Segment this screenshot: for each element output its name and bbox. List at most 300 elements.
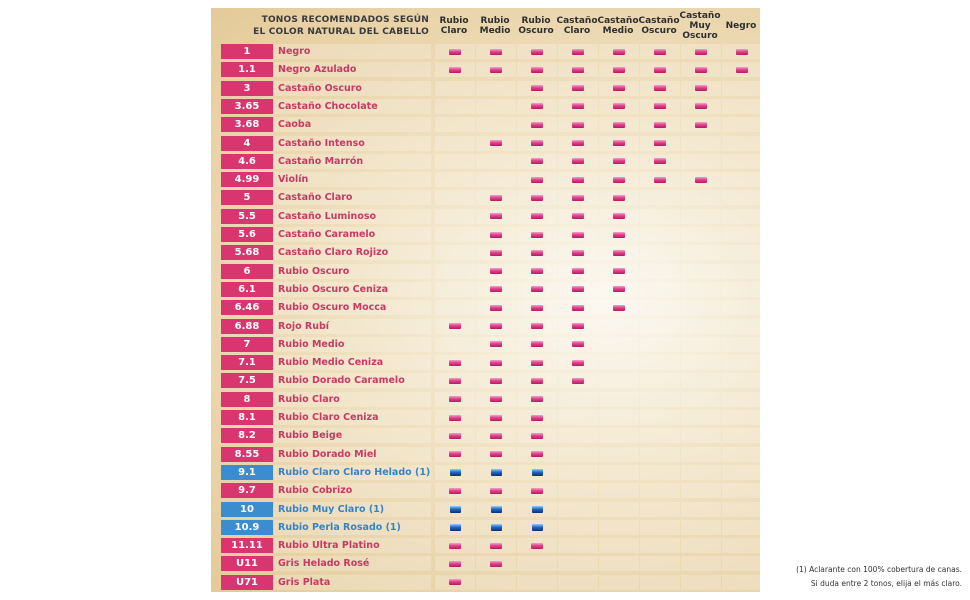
compatibility-cell	[722, 373, 762, 388]
blue-swatch-icon	[532, 506, 543, 513]
pink-swatch-icon	[449, 396, 461, 402]
column-header-line: Castaño	[556, 15, 598, 26]
pink-swatch-icon	[572, 49, 584, 55]
compatibility-cell	[476, 81, 516, 96]
compatibility-cell	[640, 520, 680, 535]
compatibility-cell	[722, 483, 762, 498]
shade-code: 7.5	[221, 373, 273, 388]
shade-name: Rubio Oscuro Ceniza	[274, 282, 431, 297]
compatibility-cell	[640, 337, 680, 352]
column-header-line: Castaño	[638, 15, 680, 26]
compatibility-cell	[517, 447, 557, 462]
compatibility-cell	[558, 44, 598, 59]
table-row	[211, 135, 760, 151]
pink-swatch-icon	[531, 268, 543, 274]
compatibility-cell	[640, 447, 680, 462]
blue-swatch-icon	[450, 506, 461, 513]
shade-name: Rubio Cobrizo	[274, 483, 431, 498]
pink-swatch-icon	[572, 286, 584, 292]
compatibility-cell	[722, 392, 762, 407]
pink-swatch-icon	[449, 67, 461, 73]
compatibility-cell	[640, 575, 680, 590]
compatibility-cell	[599, 300, 639, 315]
pink-swatch-icon	[572, 268, 584, 274]
compatibility-cell	[681, 428, 721, 443]
compatibility-cell	[558, 447, 598, 462]
compatibility-cell	[435, 81, 475, 96]
compatibility-cell	[558, 319, 598, 334]
pink-swatch-icon	[572, 305, 584, 311]
column-header-line: Negro	[725, 20, 757, 31]
compatibility-cell	[517, 373, 557, 388]
compatibility-cell	[435, 337, 475, 352]
compatibility-cell	[722, 465, 762, 480]
column-header-line: Rubio	[480, 15, 510, 26]
compatibility-cell	[599, 245, 639, 260]
compatibility-cell	[640, 264, 680, 279]
table-row	[211, 482, 760, 498]
pink-swatch-icon	[736, 67, 748, 73]
compatibility-cell	[435, 447, 475, 462]
compatibility-cell	[640, 319, 680, 334]
shade-code: 6.88	[221, 319, 273, 334]
shade-code: 7.1	[221, 355, 273, 370]
compatibility-cell	[640, 81, 680, 96]
pink-swatch-icon	[449, 433, 461, 439]
pink-swatch-icon	[531, 543, 543, 549]
shade-code: 6.46	[221, 300, 273, 315]
pink-swatch-icon	[531, 341, 543, 347]
compatibility-cell	[681, 355, 721, 370]
pink-swatch-icon	[531, 451, 543, 457]
shade-name: Rubio Beige	[274, 428, 431, 443]
compatibility-cell	[681, 447, 721, 462]
compatibility-cell	[722, 209, 762, 224]
compatibility-cell	[517, 392, 557, 407]
compatibility-cell	[640, 373, 680, 388]
pink-swatch-icon	[572, 67, 584, 73]
table-row	[211, 189, 760, 205]
table-row	[211, 80, 760, 96]
compatibility-cell	[435, 154, 475, 169]
compatibility-cell	[558, 502, 598, 517]
compatibility-cell	[599, 44, 639, 59]
compatibility-cell	[476, 99, 516, 114]
compatibility-cell	[517, 209, 557, 224]
pink-swatch-icon	[531, 67, 543, 73]
compatibility-cell	[722, 245, 762, 260]
compatibility-cell	[681, 520, 721, 535]
compatibility-cell	[517, 62, 557, 77]
compatibility-cell	[681, 154, 721, 169]
compatibility-cell	[476, 483, 516, 498]
column-header-line: Muy	[689, 20, 711, 31]
pink-swatch-icon	[613, 122, 625, 128]
shade-name: Rubio Dorado Caramelo	[274, 373, 431, 388]
pink-swatch-icon	[531, 140, 543, 146]
table-header	[211, 8, 760, 43]
pink-swatch-icon	[490, 323, 502, 329]
table-row	[211, 501, 760, 517]
pink-swatch-icon	[531, 122, 543, 128]
compatibility-cell	[517, 245, 557, 260]
shade-code: 8.2	[221, 428, 273, 443]
pink-swatch-icon	[490, 49, 502, 55]
compatibility-cell	[681, 373, 721, 388]
pink-swatch-icon	[490, 360, 502, 366]
pink-swatch-icon	[490, 213, 502, 219]
compatibility-cell	[681, 483, 721, 498]
pink-swatch-icon	[654, 140, 666, 146]
pink-swatch-icon	[490, 286, 502, 292]
shade-code: 5.5	[221, 209, 273, 224]
compatibility-cell	[517, 282, 557, 297]
pink-swatch-icon	[613, 232, 625, 238]
compatibility-cell	[599, 373, 639, 388]
shade-name: Gris Helado Rosé	[274, 556, 431, 571]
compatibility-cell	[517, 117, 557, 132]
compatibility-cell	[517, 99, 557, 114]
pink-swatch-icon	[695, 103, 707, 109]
compatibility-cell	[599, 355, 639, 370]
table-row	[211, 98, 760, 114]
compatibility-cell	[722, 575, 762, 590]
pink-swatch-icon	[490, 67, 502, 73]
compatibility-cell	[476, 300, 516, 315]
compatibility-cell	[722, 62, 762, 77]
table-row	[211, 244, 760, 260]
compatibility-cell	[722, 172, 762, 187]
compatibility-cell	[640, 154, 680, 169]
shade-name: Castaño Oscuro	[274, 81, 431, 96]
shade-code: 10.9	[221, 520, 273, 535]
column-header	[475, 8, 515, 43]
pink-swatch-icon	[613, 67, 625, 73]
pink-swatch-icon	[531, 488, 543, 494]
compatibility-cell	[558, 373, 598, 388]
compatibility-cell	[640, 483, 680, 498]
compatibility-cell	[435, 282, 475, 297]
column-header	[721, 8, 761, 43]
pink-swatch-icon	[449, 323, 461, 329]
pink-swatch-icon	[613, 195, 625, 201]
compatibility-cell	[681, 227, 721, 242]
compatibility-cell	[476, 154, 516, 169]
compatibility-cell	[681, 300, 721, 315]
compatibility-cell	[722, 502, 762, 517]
pink-swatch-icon	[490, 433, 502, 439]
compatibility-cell	[722, 428, 762, 443]
pink-swatch-icon	[531, 213, 543, 219]
shade-name: Rubio Claro Claro Helado (1)	[274, 465, 431, 480]
compatibility-cell	[640, 245, 680, 260]
compatibility-cell	[722, 538, 762, 553]
compatibility-cell	[722, 44, 762, 59]
shade-name: Rojo Rubí	[274, 319, 431, 334]
table-row	[211, 116, 760, 132]
compatibility-cell	[681, 245, 721, 260]
compatibility-cell	[435, 190, 475, 205]
pink-swatch-icon	[531, 250, 543, 256]
compatibility-cell	[722, 264, 762, 279]
table-title	[219, 14, 429, 38]
footnotes	[772, 563, 962, 591]
table-row	[211, 446, 760, 462]
shade-code: 3.68	[221, 117, 273, 132]
column-header	[598, 8, 638, 43]
compatibility-cell	[435, 538, 475, 553]
compatibility-cell	[435, 575, 475, 590]
title-line-2: EL COLOR NATURAL DEL CABELLO	[253, 27, 429, 37]
column-header	[434, 8, 474, 43]
blue-swatch-icon	[450, 469, 461, 476]
shade-name: Rubio Muy Claro (1)	[274, 502, 431, 517]
table-row	[211, 43, 760, 59]
pink-swatch-icon	[695, 177, 707, 183]
compatibility-cell	[640, 136, 680, 151]
pink-swatch-icon	[531, 85, 543, 91]
table-row	[211, 281, 760, 297]
pink-swatch-icon	[490, 305, 502, 311]
pink-swatch-icon	[572, 195, 584, 201]
compatibility-cell	[558, 465, 598, 480]
shade-code: 9.1	[221, 465, 273, 480]
compatibility-cell	[640, 428, 680, 443]
compatibility-cell	[681, 337, 721, 352]
pink-swatch-icon	[654, 177, 666, 183]
pink-swatch-icon	[654, 67, 666, 73]
column-header-line: Oscuro	[518, 25, 554, 36]
compatibility-cell	[435, 556, 475, 571]
shade-name: Castaño Chocolate	[274, 99, 431, 114]
compatibility-cell	[435, 44, 475, 59]
column-header-line: Castaño	[597, 15, 639, 26]
pink-swatch-icon	[531, 158, 543, 164]
shade-name: Castaño Marrón	[274, 154, 431, 169]
compatibility-cell	[476, 520, 516, 535]
pink-swatch-icon	[613, 213, 625, 219]
compatibility-cell	[435, 62, 475, 77]
shade-name: Negro Azulado	[274, 62, 431, 77]
compatibility-cell	[476, 428, 516, 443]
blue-swatch-icon	[450, 524, 461, 531]
pink-swatch-icon	[449, 378, 461, 384]
compatibility-cell	[681, 44, 721, 59]
compatibility-cell	[476, 227, 516, 242]
pink-swatch-icon	[449, 543, 461, 549]
compatibility-cell	[640, 502, 680, 517]
table-row	[211, 263, 760, 279]
compatibility-cell	[476, 282, 516, 297]
compatibility-cell	[476, 575, 516, 590]
table-row	[211, 336, 760, 352]
pink-swatch-icon	[490, 232, 502, 238]
compatibility-cell	[681, 99, 721, 114]
column-header	[557, 8, 597, 43]
compatibility-cell	[599, 136, 639, 151]
pink-swatch-icon	[449, 579, 461, 585]
compatibility-cell	[435, 465, 475, 480]
compatibility-cell	[517, 154, 557, 169]
shade-name: Castaño Luminoso	[274, 209, 431, 224]
table-row	[211, 391, 760, 407]
compatibility-cell	[558, 264, 598, 279]
compatibility-cell	[517, 44, 557, 59]
compatibility-cell	[722, 81, 762, 96]
compatibility-cell	[681, 392, 721, 407]
compatibility-cell	[476, 319, 516, 334]
compatibility-cell	[558, 538, 598, 553]
table-row	[211, 153, 760, 169]
compatibility-cell	[681, 465, 721, 480]
footnote-2: Si duda entre 2 tonos, elija el más claro.	[810, 579, 962, 588]
pink-swatch-icon	[654, 49, 666, 55]
pink-swatch-icon	[613, 49, 625, 55]
compatibility-cell	[681, 81, 721, 96]
column-header	[639, 8, 679, 43]
compatibility-cell	[722, 447, 762, 462]
pink-swatch-icon	[490, 488, 502, 494]
compatibility-cell	[599, 538, 639, 553]
shade-code: 8.55	[221, 447, 273, 462]
compatibility-cell	[517, 264, 557, 279]
pink-swatch-icon	[572, 323, 584, 329]
shade-name: Rubio Claro	[274, 392, 431, 407]
pink-swatch-icon	[531, 286, 543, 292]
pink-swatch-icon	[531, 378, 543, 384]
compatibility-cell	[435, 99, 475, 114]
compatibility-cell	[517, 172, 557, 187]
compatibility-cell	[435, 392, 475, 407]
compatibility-cell	[517, 337, 557, 352]
compatibility-cell	[517, 136, 557, 151]
compatibility-cell	[640, 538, 680, 553]
compatibility-cell	[681, 209, 721, 224]
shade-name: Rubio Claro Ceniza	[274, 410, 431, 425]
pink-swatch-icon	[654, 158, 666, 164]
pink-swatch-icon	[572, 158, 584, 164]
table-row	[211, 208, 760, 224]
column-header-line: Castaño	[679, 10, 721, 21]
pink-swatch-icon	[613, 268, 625, 274]
compatibility-cell	[599, 575, 639, 590]
compatibility-cell	[558, 136, 598, 151]
shade-code: 5.6	[221, 227, 273, 242]
pink-swatch-icon	[695, 85, 707, 91]
shade-code: 8.1	[221, 410, 273, 425]
blue-swatch-icon	[491, 469, 502, 476]
column-header-line: Claro	[563, 25, 591, 36]
compatibility-cell	[599, 172, 639, 187]
compatibility-cell	[599, 154, 639, 169]
shade-name: Rubio Dorado Miel	[274, 447, 431, 462]
compatibility-cell	[599, 447, 639, 462]
compatibility-cell	[476, 502, 516, 517]
compatibility-cell	[681, 410, 721, 425]
column-header	[680, 8, 720, 43]
pink-swatch-icon	[695, 67, 707, 73]
pink-swatch-icon	[572, 213, 584, 219]
compatibility-cell	[476, 117, 516, 132]
compatibility-cell	[722, 190, 762, 205]
pink-swatch-icon	[531, 360, 543, 366]
compatibility-cell	[558, 62, 598, 77]
compatibility-cell	[681, 575, 721, 590]
table-row	[211, 372, 760, 388]
pink-swatch-icon	[490, 378, 502, 384]
compatibility-cell	[476, 392, 516, 407]
compatibility-cell	[517, 355, 557, 370]
compatibility-cell	[599, 556, 639, 571]
pink-swatch-icon	[449, 488, 461, 494]
compatibility-cell	[435, 410, 475, 425]
compatibility-cell	[722, 410, 762, 425]
shade-name: Castaño Intenso	[274, 136, 431, 151]
compatibility-cell	[435, 136, 475, 151]
shade-name: Castaño Claro Rojizo	[274, 245, 431, 260]
compatibility-cell	[558, 81, 598, 96]
compatibility-cell	[517, 465, 557, 480]
shade-code: 5.68	[221, 245, 273, 260]
compatibility-cell	[517, 538, 557, 553]
compatibility-cell	[599, 392, 639, 407]
compatibility-cell	[517, 410, 557, 425]
shade-code: 6.1	[221, 282, 273, 297]
compatibility-cell	[640, 392, 680, 407]
compatibility-cell	[517, 81, 557, 96]
pink-swatch-icon	[531, 433, 543, 439]
compatibility-cell	[599, 209, 639, 224]
compatibility-cell	[599, 465, 639, 480]
compatibility-cell	[640, 99, 680, 114]
shade-code: 10	[221, 502, 273, 517]
compatibility-cell	[599, 117, 639, 132]
pink-swatch-icon	[531, 177, 543, 183]
compatibility-cell	[435, 209, 475, 224]
compatibility-cell	[640, 44, 680, 59]
compatibility-cell	[681, 264, 721, 279]
compatibility-cell	[640, 282, 680, 297]
compatibility-cell	[681, 319, 721, 334]
pink-swatch-icon	[572, 378, 584, 384]
compatibility-cell	[722, 117, 762, 132]
compatibility-cell	[517, 556, 557, 571]
shade-code: 6	[221, 264, 273, 279]
compatibility-cell	[558, 428, 598, 443]
pink-swatch-icon	[531, 396, 543, 402]
compatibility-cell	[435, 428, 475, 443]
compatibility-cell	[640, 556, 680, 571]
compatibility-cell	[435, 483, 475, 498]
pink-swatch-icon	[572, 85, 584, 91]
pink-swatch-icon	[572, 232, 584, 238]
compatibility-cell	[476, 447, 516, 462]
shade-code: 1.1	[221, 62, 273, 77]
compatibility-cell	[722, 154, 762, 169]
compatibility-cell	[476, 556, 516, 571]
column-header	[516, 8, 556, 43]
shade-name: Caoba	[274, 117, 431, 132]
pink-swatch-icon	[531, 103, 543, 109]
compatibility-cell	[599, 410, 639, 425]
compatibility-cell	[681, 190, 721, 205]
shade-code: U11	[221, 556, 273, 571]
compatibility-cell	[599, 520, 639, 535]
pink-swatch-icon	[490, 140, 502, 146]
compatibility-cell	[476, 44, 516, 59]
pink-swatch-icon	[531, 195, 543, 201]
compatibility-cell	[558, 410, 598, 425]
